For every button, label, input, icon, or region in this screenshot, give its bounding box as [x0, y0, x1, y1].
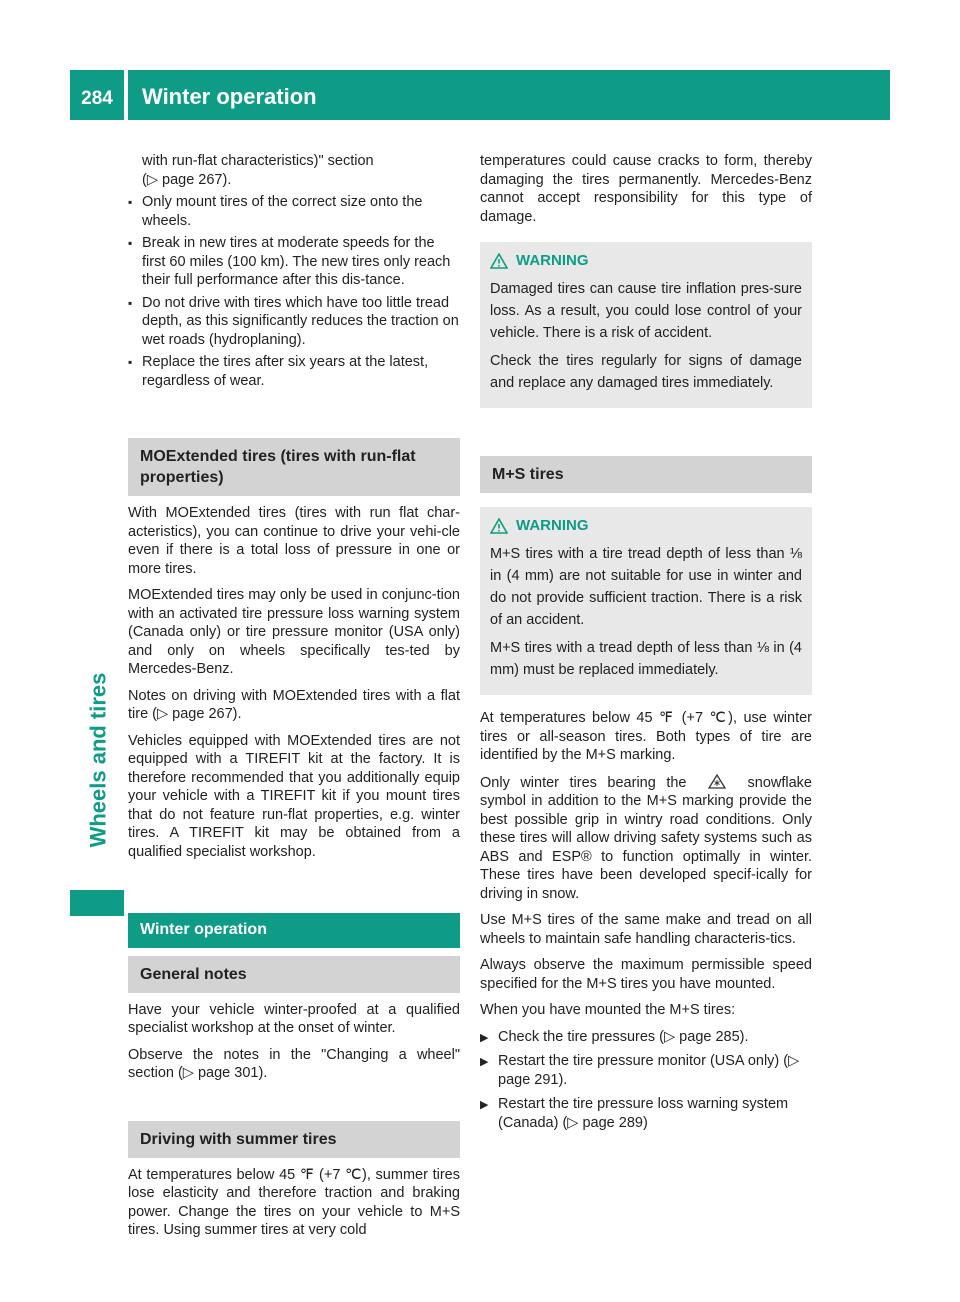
right-column — [480, 152, 812, 1138]
snowflake-text-b: snowflake symbol in addition to the M+S marking provide the best possible grip in wintry road conditions. Only these tires will allow driving safety systems such as ABS and ESP® to function optimally in winter. These tires have been developed specif-ically for driving in snow. — [480, 774, 812, 902]
section-heading-winter-operation: Winter operation — [128, 913, 460, 948]
step-item: ▶ Check the tire pressures (▷ page 285). — [480, 1028, 812, 1047]
warning-triangle-icon — [490, 253, 508, 269]
paragraph: temperatures could cause cracks to form, thereby damaging the tires permanently. Mercedes-Benz cannot accept responsibility for this type of damage. — [480, 153, 812, 225]
paragraph: Notes on driving with MOExtended tires with a flat tire (▷ page 267). — [128, 687, 460, 722]
paragraph: MOExtended tires may only be used in conjunc-tion with an activated tire pressure loss warning system (Canada only) or tire pressure monitor (USA only) and only on wheels specifically tes-ted by Mercedes-Benz. — [128, 587, 460, 677]
page-number: 284 — [70, 70, 124, 120]
step-item: ▶ Restart the tire pressure monitor (USA only) (▷ page 291). — [480, 1052, 812, 1089]
section-heading-moextended: MOExtended tires (tires with run-flat properties) — [128, 438, 460, 496]
warning-text: M+S tires with a tire tread depth of less than ⅛ in (4 mm) are not suitable for use in winter and do not provide sufficient traction. There is a risk of an accident. — [490, 546, 802, 628]
warning-text: Damaged tires can cause tire inflation pres-sure loss. As a result, you could lose control of your vehicle. There is a risk of accident. — [490, 281, 802, 341]
bullet-item: ▪ Do not drive with tires which have too little tread depth, as this significantly reduces the traction on wet roads (hydroplaning). — [128, 294, 460, 350]
warning-text: Check the tires regularly for signs of damage and replace any damaged tires immediately. — [490, 353, 802, 391]
side-tab-marker — [70, 890, 124, 916]
warning-title — [490, 515, 802, 537]
page-header-title: Winter operation — [128, 70, 890, 120]
snowflake-text-a: Only winter tires bearing the — [480, 774, 687, 791]
intro-line: (▷ page 267). — [142, 171, 232, 188]
paragraph-snowflake — [480, 773, 812, 904]
paragraph: When you have mounted the M+S tires: — [480, 1002, 736, 1018]
warning-triangle-icon — [490, 518, 508, 534]
paragraph: At temperatures below 45 ℉ (+7 ℃), use winter tires or all-season tires. Both types of tire are identified by the M+S marking. — [480, 710, 812, 763]
paragraph: Have your vehicle winter-proofed at a qualified specialist workshop at the onset of winter. — [128, 1001, 460, 1036]
side-tab-label: Wheels and tires — [85, 672, 110, 848]
paragraph: Use M+S tires of the same make and tread on all wheels to maintain safe handling characteris-tics. — [480, 912, 812, 947]
bullet-item: ▪ Replace the tires after six years at the latest, regardless of wear. — [128, 353, 460, 390]
snowflake-mountain-icon — [697, 773, 737, 789]
section-heading-summer-tires: Driving with summer tires — [128, 1121, 460, 1158]
warning-label: WARNING — [516, 517, 589, 534]
warning-title — [490, 250, 802, 272]
bullet-item: ▪ Break in new tires at moderate speeds for the first 60 miles (100 km). The new tires only reach their full performance after this dis-tance. — [128, 234, 460, 290]
warning-label: WARNING — [516, 252, 589, 269]
intro-text — [128, 152, 460, 189]
warning-box — [480, 242, 812, 408]
warning-box — [480, 507, 812, 695]
side-tab — [78, 640, 118, 880]
left-column — [128, 152, 460, 1248]
paragraph: Observe the notes in the "Changing a wheel" section (▷ page 301). — [128, 1046, 460, 1081]
section-heading-ms-tires: M+S tires — [480, 456, 812, 493]
section-heading-general-notes: General notes — [128, 956, 460, 993]
paragraph: Vehicles equipped with MOExtended tires are not equipped with a TIREFIT kit at the factory. It is therefore recommended that you additionally equip your vehicle with a TIREFIT kit if you mount tires that do not feature run-flat properties, e.g. winter tires. A TIREFIT kit may be obtained from a qualified specialist workshop. — [128, 732, 460, 860]
paragraph: At temperatures below 45 ℉ (+7 ℃), summer tires lose elasticity and therefore traction and braking power. Change the tires on your vehicle to M+S tires. Using summer tires at very cold — [128, 1166, 460, 1238]
paragraph: Always observe the maximum permissible speed specified for the M+S tires you have mounted. — [480, 957, 812, 992]
warning-text: M+S tires with a tread depth of less than ⅛ in (4 mm) must be replaced immediately. — [490, 640, 802, 678]
intro-line: with run-flat characteristics)" section — [142, 153, 374, 169]
paragraph: With MOExtended tires (tires with run flat char-acteristics), you can continue to drive your vehi-cle even if there is a total loss of pressure in one or more tires. — [128, 505, 460, 577]
step-item: ▶ Restart the tire pressure loss warning system (Canada) (▷ page 289) — [480, 1095, 812, 1132]
bullet-item: ▪ Only mount tires of the correct size onto the wheels. — [128, 193, 460, 230]
